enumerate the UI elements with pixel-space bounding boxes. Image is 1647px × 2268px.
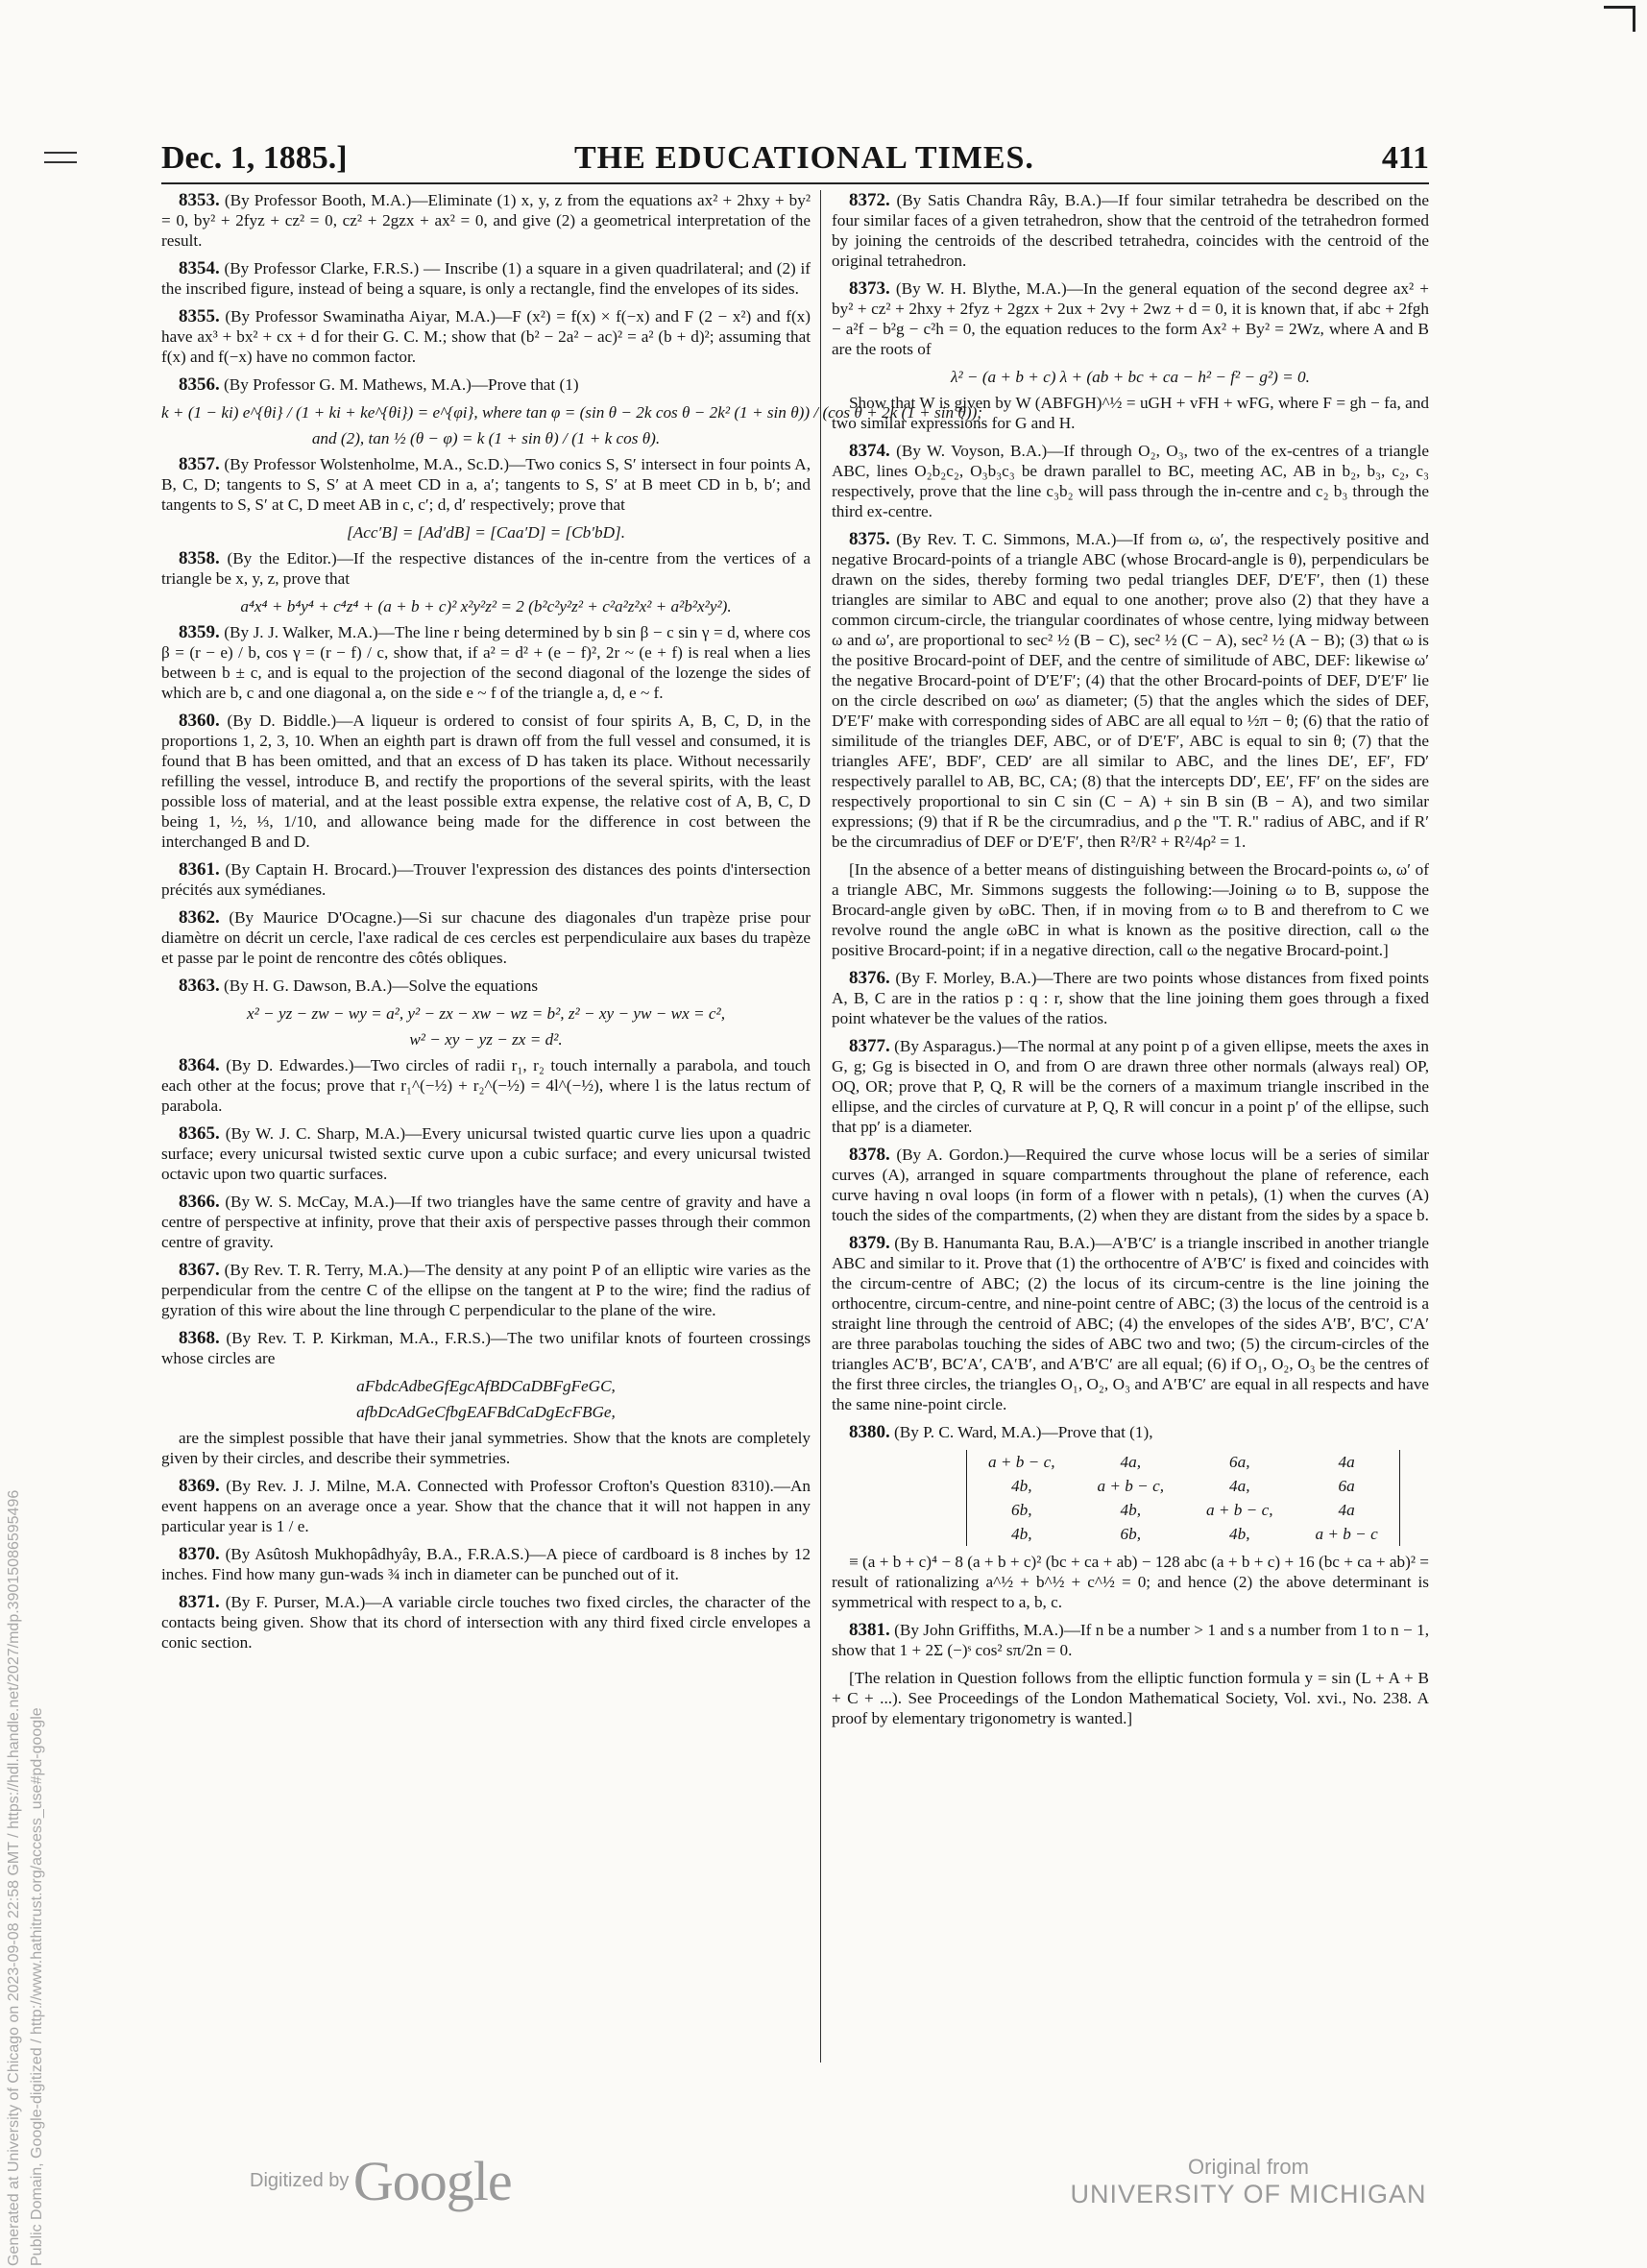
question-number: 8371. bbox=[179, 1592, 220, 1612]
question-text: (By P. C. Ward, M.A.)—Prove that (1), bbox=[894, 1423, 1153, 1441]
question-text: (By Rev. T. P. Kirkman, M.A., F.R.S.)—The two unifilar knots of fourteen crossings whose circles are bbox=[161, 1329, 811, 1367]
determinant-cell: a + b − c, bbox=[1206, 1501, 1273, 1519]
question-text: Show that W is given by W (ABFGH)^½ = uGH + vFH + wFG, where F = gh − fa, and two similar expressions for G and H. bbox=[832, 394, 1429, 432]
question-number: 8355. bbox=[179, 306, 220, 326]
question-text: (By W. S. McCay, M.A.)—If two triangles have the same centre of gravity and have a centre of perspective at infinity, prove that their axis of perspective passes through their common centre of gravity. bbox=[161, 1193, 811, 1251]
issue-date: Dec. 1, 1885.] bbox=[161, 140, 348, 176]
question-8358 bbox=[161, 548, 811, 589]
question-number: 8377. bbox=[849, 1036, 890, 1056]
determinant bbox=[966, 1450, 1400, 1546]
question-8368 bbox=[161, 1328, 811, 1368]
digitized-prefix: Digitized by bbox=[250, 2170, 350, 2191]
question-text: ≡ (a + b + c)⁴ − 8 (a + b + c)² (bc + ca + ab) − 128 abc (a + b + c) + 16 (bc + ca + ab)² = result of rationalizing a^½ + b^½ + c^½ = 0; and hence (2) the above determinant is symmetrical with respect to a, b, c. bbox=[832, 1553, 1429, 1611]
question-number: 8368. bbox=[179, 1328, 220, 1348]
question-number: 8372. bbox=[849, 190, 890, 210]
determinant-cell: 6a, bbox=[1229, 1453, 1250, 1471]
stamp-line-2: Public Domain, Google-digitized / http://www.hathitrust.org/access_use#pd-google bbox=[29, 1707, 45, 2266]
question-8364 bbox=[161, 1055, 811, 1116]
question-8363 bbox=[161, 976, 811, 996]
question-text: (By W. Voyson, B.A.)—If through O₂, O₃, two of the ex-centres of a triangle ABC, lines O₂b₂c₂, O₃b₃c₃ be drawn parallel to BC, meeting AC, AB in b₂, b₃, c₂, c₃ respectively, prove that the line c₃b₂ will pass through the in-centre and c₂ b₃ through the third ex-centre. bbox=[832, 442, 1429, 520]
determinant-cell: 4b, bbox=[1011, 1477, 1032, 1495]
question-8353 bbox=[161, 190, 811, 251]
determinant-cell: 6b, bbox=[1011, 1501, 1032, 1519]
question-number: 8366. bbox=[179, 1192, 220, 1212]
question-8359 bbox=[161, 622, 811, 703]
question-text: (By D. Biddle.)—A liqueur is ordered to consist of four spirits A, B, C, D, in the proportions 1, 2, 3, 10. When an eighth part is drawn off from the full vessel and consumed, it is found that B has been omitted, and that an excess of D has taken its place. Without necessarily refilling the vessel, introduce B, and rectify the proportions of the several spirits, with the least possible loss of material, and at the least possible extra expense, the relative cost of A, B, C, D being 1, ½, ⅓, 1/10, and allowance being made for the difference in cost between the interchanged B and D. bbox=[161, 712, 811, 851]
question-8375 bbox=[832, 529, 1429, 852]
equation: k + (1 − ki) e^{θi} / (1 + ki + ke^{θi}) = e^{φi}, where tan φ = (sin θ − 2k cos θ − 2k² (1 + sin θ)) / (cos θ + 2k (1 + sin θ)); bbox=[161, 403, 983, 422]
determinant-cell: 4a, bbox=[1120, 1453, 1141, 1471]
question-8373 bbox=[832, 278, 1429, 359]
question-text: (By F. Purser, M.A.)—A variable circle touches two fixed circles, the character of the contacts being given. Show that its chord of intersection with any third fixed circle envelopes a conic section. bbox=[161, 1593, 811, 1652]
determinant-cell: 4b, bbox=[1120, 1501, 1141, 1519]
question-text: (By Rev. J. J. Milne, M.A. Connected with Professor Crofton's Question 8310).—An event happens on an average once a year. Show that the chance that it will not happen in any particular year is 1 / e. bbox=[161, 1477, 811, 1535]
equation: afbDcAdGeCfbgEAFBdCaDgEcFBGe, bbox=[356, 1403, 616, 1421]
question-number: 8360. bbox=[179, 711, 220, 731]
question-text: (By W. H. Blythe, M.A.)—In the general equation of the second degree ax² + by² + cz² + 2hxy + 2fyz + 2gzx + 2ux + 2vy + 2wz + d = 0, it is known that, if abc + 2fgh − a²f − b²g − c²h = 0, the equation reduces to the form Ax² + By² = 2Wz, where A and B are the roots of bbox=[832, 279, 1429, 358]
question-continuation bbox=[161, 1428, 811, 1468]
hathitrust-stamp bbox=[4, 730, 71, 2266]
question-8381 bbox=[832, 1620, 1429, 1660]
question-text: (By F. Morley, B.A.)—There are two points whose distances from fixed points A, B, C are in the ratios p : q : r, show that the line joining them goes through a fixed point whatever be the values of the ratios. bbox=[832, 969, 1429, 1027]
question-number: 8361. bbox=[179, 859, 220, 880]
question-text: (By Professor Swaminatha Aiyar, M.A.)—F (x²) = f(x) × f(−x) and F (2 − x²) and f(x) have ax³ + bx² + cx + d for their G. C. M.; show that (b² − 2a² − ac)² = a² (b + d)²; assuming that f(x) and f(−x) have no common factor. bbox=[161, 307, 811, 366]
question-8377 bbox=[832, 1036, 1429, 1137]
question-number: 8380. bbox=[849, 1422, 890, 1442]
question-text: (By D. Edwardes.)—Two circles of radii r₁, r₂ touch internally a parabola, and touch each other at the focus; prove that r₁^(−½) + r₂^(−½) = 4l^(−½), where l is the latus rectum of parabola. bbox=[161, 1056, 811, 1115]
question-8379 bbox=[832, 1233, 1429, 1414]
equation: x² − yz − zw − wy = a², y² − zx − xw − wz = b², z² − xy − yw − wx = c², bbox=[246, 1004, 726, 1023]
original-institution: UNIVERSITY OF MICHIGAN bbox=[1070, 2180, 1427, 2208]
question-8376 bbox=[832, 968, 1429, 1028]
determinant-cell: 6a bbox=[1338, 1477, 1355, 1495]
question-text: (By Maurice D'Ocagne.)—Si sur chacune des diagonales d'un trapèze prise pour diamètre on décrit un cercle, l'axe radical de ces cercles est perpendiculaire aux bases du trapèze et passe par le point de rencontre des côtés obliques. bbox=[161, 908, 811, 967]
question-text: (By W. J. C. Sharp, M.A.)—Every unicursal twisted quartic curve lies upon a quadric surface; every unicursal twisted sextic curve upon a cubic surface; and every unicursal twisted octavic upon two quartic surfaces. bbox=[161, 1124, 811, 1183]
determinant-cell: a + b − c bbox=[1315, 1525, 1378, 1543]
question-text: (By Satis Chandra Rây, B.A.)—If four similar tetrahedra be described on the four similar faces of a given tetrahedron, show that the centroid of the tetrahedron formed by joining the centroids of the described tetrahedra, coincides with the centroid of the original tetrahedron. bbox=[832, 191, 1429, 270]
question-number: 8364. bbox=[179, 1055, 220, 1075]
question-text: are the simplest possible that have their janal symmetries. Show that the knots are completely given by their circles, and describe their symmetries. bbox=[161, 1429, 811, 1467]
question-number: 8379. bbox=[849, 1233, 890, 1253]
editorial-note: [The relation in Question follows from the elliptic function formula y = sin (L + A + B + C + ...). See Proceedings of the London Mathematical Society, Vol. xvi., No. 238. A proof by elementary trigonometry is wanted.] bbox=[832, 1669, 1429, 1727]
question-number: 8362. bbox=[179, 907, 220, 928]
question-text: (By John Griffiths, M.A.)—If n be a number > 1 and s a number from 1 to n − 1, show that 1 + 2Σ (−)ˢ cos² sπ/2n = 0. bbox=[832, 1621, 1429, 1659]
question-text: (By Asparagus.)—The normal at any point p of a given ellipse, meets the axes in G, g; Gg is bisected in O, and from O are drawn three other normals (always real) OP, OQ, OR; prove that P, Q, R will be the corners of a maximum triangle inscribed in the ellipse, and the circles of curvature at P, Q, R will concur in a point p′ of the ellipse, such that pp′ is a diameter. bbox=[832, 1037, 1429, 1136]
question-8356 bbox=[161, 374, 811, 395]
equation: and (2), tan ½ (θ − φ) = k (1 + sin θ) / (1 + k cos θ). bbox=[311, 429, 661, 447]
question-text: (By Professor Booth, M.A.)—Eliminate (1) x, y, z from the equations ax² + 2hxy + by² = 0, by² + 2fyz + cz² = 0, cz² + 2gzx + ax² = 0, and give (2) a geometrical interpretation of the result. bbox=[161, 191, 811, 250]
equation: aFbdcAdbeGfEgcAfBDCaDBFgFeGC, bbox=[356, 1377, 616, 1395]
question-number: 8358. bbox=[179, 548, 220, 568]
right-column bbox=[832, 190, 1429, 2072]
question-text: (By Asûtosh Mukhopâdhyây, B.A., F.R.A.S.)—A piece of cardboard is 8 inches by 12 inches. Find how many gun-wads ¾ inch in diameter can be punched out of it. bbox=[161, 1545, 811, 1583]
question-text: (By J. J. Walker, M.A.)—The line r being determined by b sin β − c sin γ = d, where cos β = (r − e) / b, cos γ = (r − f) / c, show that, if a² = d² + (e − f)², 2r ~ (e + f) is real when a lies between b ± c, and is equal to the projection of the second diagonal of the lozenge the sides of which are b, c and one diagonal a, on the side e ~ f of the triangle a, d, e ~ f. bbox=[161, 623, 811, 702]
google-logo-text: Google bbox=[352, 2150, 512, 2212]
question-text: (By H. G. Dawson, B.A.)—Solve the equations bbox=[224, 977, 539, 995]
determinant-cell: a + b − c, bbox=[1097, 1477, 1164, 1495]
determinant-cell: 4a bbox=[1338, 1501, 1355, 1519]
stamp-line-1: Generated at University of Chicago on 2023-09-08 22:58 GMT / https://hdl.handle.net/2027/mdp.39015086595496 bbox=[6, 1489, 22, 2266]
original-from-label: Original from bbox=[1188, 2155, 1309, 2179]
question-8355 bbox=[161, 306, 811, 367]
question-number: 8376. bbox=[849, 968, 890, 988]
question-8374 bbox=[832, 441, 1429, 521]
question-8380 bbox=[832, 1422, 1429, 1442]
determinant-cell: 4b, bbox=[1229, 1525, 1250, 1543]
question-number: 8359. bbox=[179, 622, 220, 642]
determinant-cell: 4b, bbox=[1011, 1525, 1032, 1543]
question-number: 8365. bbox=[179, 1123, 220, 1144]
question-text: (By Professor Wolstenholme, M.A., Sc.D.)—Two conics S, S′ intersect in four points A, B, C, D; tangents to S, S′ at A meet CD in a, a′; tangents to S, S′ at B meet CD in b, b′; and tangents to S, S′ at C, D meet AB in c, c′; d, d′ respectively; prove that bbox=[161, 455, 811, 514]
determinant-row bbox=[967, 1522, 1400, 1546]
question-number: 8353. bbox=[179, 190, 220, 210]
question-number: 8363. bbox=[179, 976, 220, 996]
equation: [Acc′B] = [Ad′dB] = [Caa′D] = [Cb′bD]. bbox=[347, 523, 625, 542]
question-8378 bbox=[832, 1145, 1429, 1225]
question-text: (By Rev. T. C. Simmons, M.A.)—If from ω, ω′, the respectively positive and negative Brocard-points of a triangle ABC (whose Brocard-angle is θ), perpendiculars be drawn on the sides, thereby forming two pedal triangles DEF, D′E′F′, then (1) these triangles are similar to ABC and equal to one another; prove also (2) that they have a common circum-circle, the triangular coordinates of whose centre, lying midway between ω and ω′, are proportional to sec² ½ (B − C), sec² ½ (C − A), sec² ½ (A − B); (3) that ω is the positive Brocard-point of DEF, and the centre of similitude of ABC, DEF: likewise ω′ the negative Brocard-point of D′E′F′; (4) that the other Brocard-points of DEF, D′E′F′ lie on the circle described on ωω′ as diameter; (5) that the angles which the sides of DEF, D′E′F′ make with corresponding sides of ABC are all equal to ½π − θ; (6) that the ratio of similitude of the triangles DEF, ABC, or of D′E′F′, ABC is equal to sin θ; (7) that the triangles AFE′, BDF′, CED′ are all similar to ABC, and the lines DE′, EF′, FD′ respectively parallel to AB, BC, CA; (8) that the intercepts DD′, EE′, FF′ on the sides are respectively proportional to sin C sin (C − A) + sin B sin (B − A), and two similar expressions; (9) that if R be the circumradius, and ρ the "T. R." radius of ABC, and if R′ be the circumradius of DEF or D′E′F′, then R²/R² + R²/4ρ² = 1. bbox=[832, 530, 1429, 851]
question-8367 bbox=[161, 1260, 811, 1320]
question-number: 8374. bbox=[849, 441, 890, 461]
determinant-cell: 4a bbox=[1338, 1453, 1355, 1471]
digitized-by-google bbox=[250, 2149, 512, 2213]
determinant-row bbox=[967, 1450, 1400, 1474]
running-head bbox=[161, 140, 1429, 181]
question-8361 bbox=[161, 859, 811, 900]
question-text: (By Captain H. Brocard.)—Trouver l'expression des distances des points d'intersection précités aux symédianes. bbox=[161, 860, 811, 899]
determinant-cell: a + b − c, bbox=[988, 1453, 1055, 1471]
question-number: 8370. bbox=[179, 1544, 220, 1564]
corner-bracket-mark bbox=[1604, 6, 1635, 32]
question-8369 bbox=[161, 1476, 811, 1536]
question-number: 8367. bbox=[179, 1260, 220, 1280]
question-text: (By Rev. T. R. Terry, M.A.)—The density at any point P of an elliptic wire varies as the perpendicular from the centre C of the ellipse on the tangent at P to the wire; find the radius of gyration of this wire about the line through C perpendicular to the plane of the wire. bbox=[161, 1261, 811, 1319]
journal-title: THE EDUCATIONAL TIMES. bbox=[574, 140, 1034, 176]
question-number: 8356. bbox=[179, 374, 220, 395]
equation: λ² − (a + b + c) λ + (ab + bc + ca − h² − f² − g²) = 0. bbox=[951, 368, 1310, 386]
question-8357 bbox=[161, 454, 811, 515]
column-divider bbox=[820, 190, 821, 2063]
question-8366 bbox=[161, 1192, 811, 1252]
question-8360 bbox=[161, 711, 811, 852]
question-8370 bbox=[161, 1544, 811, 1584]
determinant-cell: 6b, bbox=[1120, 1525, 1141, 1543]
determinant-cell: 4a, bbox=[1229, 1477, 1250, 1495]
question-continuation bbox=[832, 393, 1429, 433]
question-8365 bbox=[161, 1123, 811, 1184]
question-text: (By Professor Clarke, F.R.S.) — Inscribe (1) a square in a given quadrilateral; and (2) if the inscribed figure, instead of being a square, is only a rectangle, find the envelopes of its sides. bbox=[161, 259, 811, 298]
question-number: 8373. bbox=[849, 278, 890, 299]
page-number: 411 bbox=[1381, 140, 1429, 176]
question-text: (By the Editor.)—If the respective distances of the in-centre from the vertices of a triangle be x, y, z, prove that bbox=[161, 549, 811, 588]
question-8354 bbox=[161, 258, 811, 299]
question-number: 8354. bbox=[179, 258, 220, 278]
question-text: (By Professor G. M. Mathews, M.A.)—Prove that (1) bbox=[224, 375, 579, 394]
question-number: 8381. bbox=[849, 1620, 890, 1640]
determinant-row bbox=[967, 1498, 1400, 1522]
question-continuation bbox=[832, 1552, 1429, 1612]
question-number: 8357. bbox=[179, 454, 220, 474]
question-8362 bbox=[161, 907, 811, 968]
question-text: (By B. Hanumanta Rau, B.A.)—A′B′C′ is a triangle inscribed in another triangle ABC and similar to it. Prove that (1) the orthocentre of A′B′C′ is fixed and coincides with the circum-centre of ABC; (2) the locus of its circum-centre is the line joining the orthocentre, circum-centre, and nine-point centre of ABC; (3) the locus of the centroid is a straight line through the centroid of ABC; (4) the envelopes of the sides A′B′, B′C′, C′A′ are three parabolas touching the sides of ABC two and two; (5) the circum-circles of the triangles AC′B′, BC′A′, CA′B′, and A′B′C′ are all equal; (6) if O₁, O₂, O₃ be the centres of the first three circles, the triangles O₁, O₂, O₃ and A′B′C′ are equal in all respects and have the same nine-point circle. bbox=[832, 1234, 1429, 1413]
question-number: 8375. bbox=[849, 529, 890, 549]
editorial-note: [In the absence of a better means of distinguishing between the Brocard-points ω, ω′ of a triangle ABC, Mr. Simmons suggests the following:—Joining ω to B, suppose the Brocard-angle given by ωBC. Then, if in moving from ω to B and therefrom to C we revolve round the angle ωBC in what is known as the positive direction, call ω the positive Brocard-point; if in a negative direction, call ω the negative Brocard-point.] bbox=[832, 860, 1429, 959]
margin-double-dash bbox=[44, 152, 77, 163]
header-rule bbox=[161, 182, 1429, 184]
question-number: 8369. bbox=[179, 1476, 220, 1496]
question-8372 bbox=[832, 190, 1429, 271]
equation: a⁴x⁴ + b⁴y⁴ + c⁴z⁴ + (a + b + c)² x²y²z² = 2 (b²c²y²z² + c²a²z²x² + a²b²x²y²). bbox=[240, 597, 732, 615]
question-text: (By A. Gordon.)—Required the curve whose locus will be a series of similar curves (A), arranged in square compartments throughout the plane of reference, each curve having n oval loops (in form of a flower with n petals), (1) when the curves (A) touch the sides of the compartments, (2) when they are distant from the sides by a space b. bbox=[832, 1146, 1429, 1224]
original-from bbox=[1056, 2155, 1441, 2209]
question-8371 bbox=[161, 1592, 811, 1653]
equation: w² − xy − yz − zx = d². bbox=[409, 1030, 563, 1049]
question-number: 8378. bbox=[849, 1145, 890, 1165]
determinant-row bbox=[967, 1474, 1400, 1498]
